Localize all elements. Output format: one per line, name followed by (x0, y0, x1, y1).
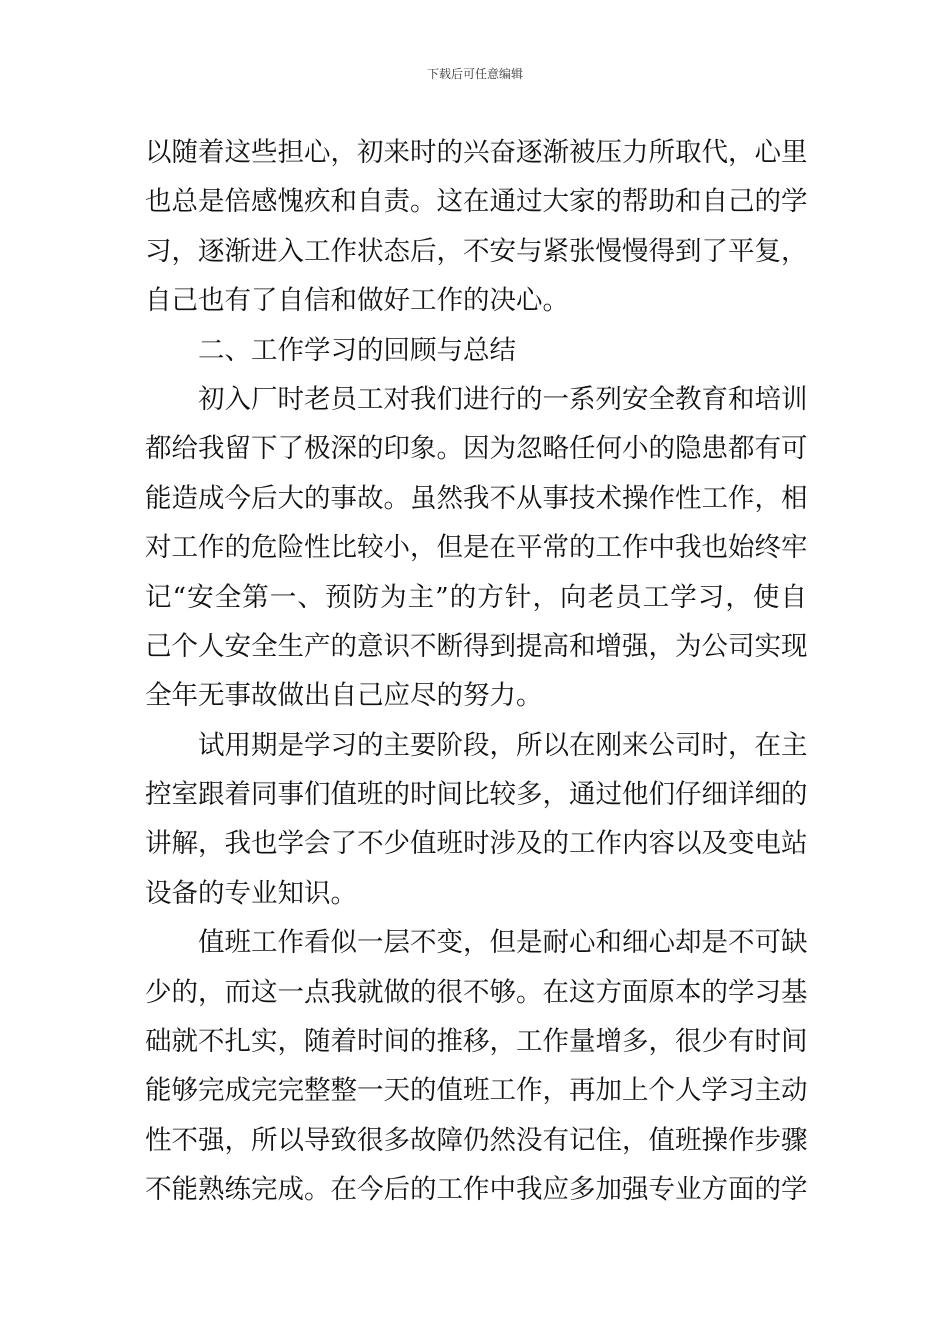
text-line: 都给我留下了极深的印象。因为忽略任何小的隐患都有可 (145, 433, 807, 465)
text-line: 能造成今后大的事故。虽然我不从事技术操作性工作，相 (145, 482, 807, 514)
text-line: 也总是倍感愧疚和自责。这在通过大家的帮助和自己的学 (145, 186, 807, 218)
text-line: 础就不扎实，随着时间的推移，工作量增多，很少有时间 (145, 1026, 807, 1058)
text-line: 性不强，所以导致很多故障仍然没有记住，值班操作步骤 (145, 1124, 807, 1156)
text-line: 习，逐渐进入工作状态后，不安与紧张慢慢得到了平复， (145, 235, 807, 267)
text-line: 初入厂时老员工对我们进行的一系列安全教育和培训 (198, 383, 807, 415)
text-line: 少的，而这一点我就做的很不够。在这方面原本的学习基 (145, 976, 807, 1008)
text-line: 己个人安全生产的意识不断得到提高和增强，为公司实现 (145, 630, 807, 662)
document-body (145, 128, 807, 1215)
page-header: 下载后可任意编辑 (426, 67, 523, 81)
text-line: 记“安全第一、预防为主”的方针，向老员工学习，使自 (145, 581, 807, 613)
text-line: 控室跟着同事们值班的时间比较多，通过他们仔细详细的 (145, 779, 807, 811)
text-line: 试用期是学习的主要阶段，所以在刚来公司时，在主 (198, 729, 807, 761)
text-line: 对工作的危险性比较小，但是在平常的工作中我也始终牢 (145, 532, 807, 564)
section-heading: 二、工作学习的回顾与总结 (198, 334, 516, 366)
text-line: 全年无事故做出自己应尽的努力。 (145, 680, 543, 712)
text-line: 设备的专业知识。 (145, 877, 357, 909)
text-line: 自己也有了自信和做好工作的决心。 (145, 285, 569, 317)
text-line: 不能熟练完成。在今后的工作中我应多加强专业方面的学 (145, 1174, 807, 1206)
text-line: 讲解，我也学会了不少值班时涉及的工作内容以及变电站 (145, 828, 807, 860)
text-line: 能够完成完完整整一天的值班工作，再加上个人学习主动 (145, 1075, 807, 1107)
text-line: 值班工作看似一层不变，但是耐心和细心却是不可缺 (198, 927, 807, 959)
text-line: 以随着这些担心，初来时的兴奋逐渐被压力所取代，心里 (145, 137, 807, 168)
